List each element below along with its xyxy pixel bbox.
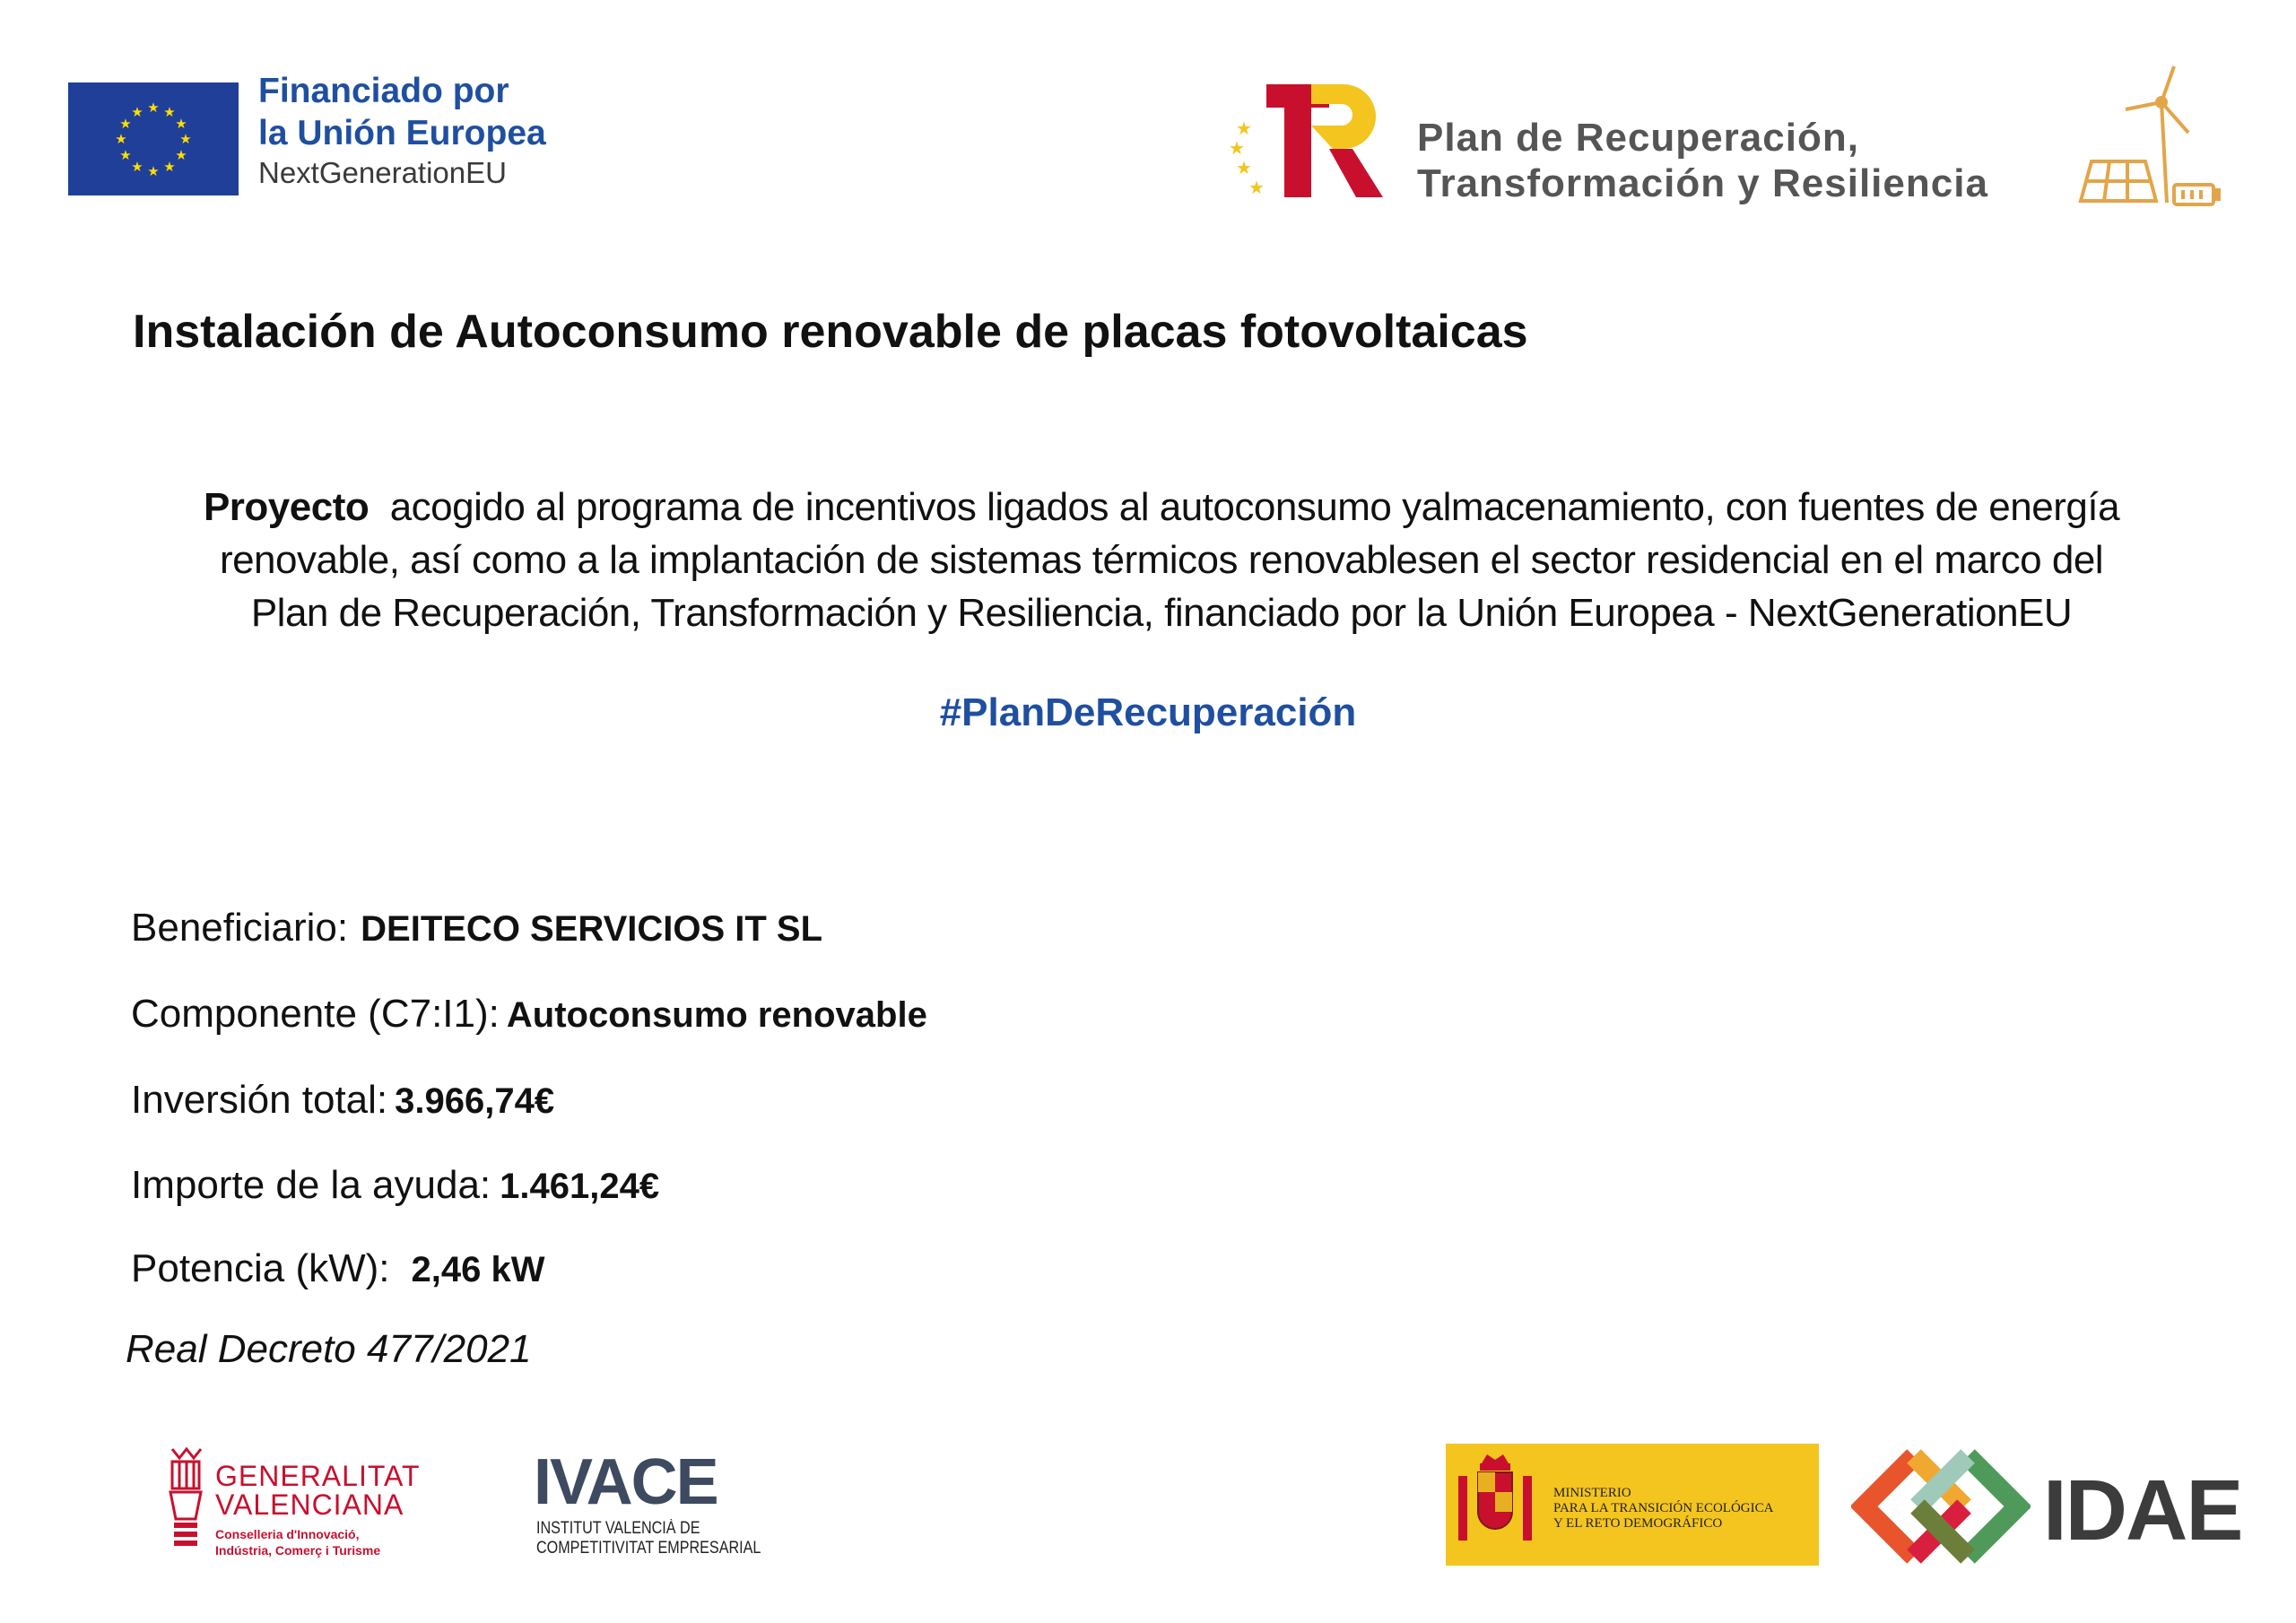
project-line-3: Plan de Recuperación, Transformación y Resiliencia, financiado por la Unión Europea - NextGenerationEU xyxy=(250,591,2073,635)
ivace-line-1: INSTITUT VALENCIÀ DE xyxy=(536,1519,700,1538)
detail-value: Autoconsumo renovable xyxy=(506,995,927,1035)
svg-text:★: ★ xyxy=(1236,117,1252,139)
eu-flag-logo xyxy=(68,82,239,195)
prtr-text xyxy=(1417,115,1988,206)
detail-label: Importe de la ayuda: xyxy=(131,1163,491,1207)
ministerio-line-1: MINISTERIO xyxy=(1553,1486,1631,1500)
detail-inversion xyxy=(131,1078,554,1123)
gva-line-4: Indústria, Comerç i Turisme xyxy=(215,1543,381,1558)
svg-text:★: ★ xyxy=(163,104,176,120)
svg-text:★: ★ xyxy=(147,100,160,116)
detail-componente xyxy=(131,992,927,1037)
eu-funding-text xyxy=(258,74,546,187)
ivace-subtitle xyxy=(536,1519,761,1558)
gva-line-3: Conselleria d'Innovació, xyxy=(215,1527,360,1541)
gva-text xyxy=(215,1462,421,1557)
svg-text:★: ★ xyxy=(1248,177,1265,198)
svg-text:★: ★ xyxy=(1236,157,1252,178)
detail-label: Potencia (kW): xyxy=(131,1246,390,1290)
prtr-line-2: Transformación y Resiliencia xyxy=(1417,161,1988,206)
detail-beneficiario xyxy=(131,906,822,950)
eu-line-2: la Unión Europea xyxy=(258,114,546,152)
idae-emblem-icon xyxy=(1851,1444,2031,1569)
idae-emblem xyxy=(1851,1444,2031,1569)
svg-text:★: ★ xyxy=(115,131,127,147)
svg-text:★: ★ xyxy=(1229,137,1245,159)
detail-value: DEITECO SERVICIOS IT SL xyxy=(361,909,823,949)
detail-label: Componente (C7:I1): xyxy=(131,992,500,1036)
real-decreto: Real Decreto 477/2021 xyxy=(126,1327,532,1371)
eu-line-1: Financiado por xyxy=(258,72,509,110)
detail-potencia xyxy=(131,1246,544,1291)
ivace-line-2: COMPETITIVITAT EMPRESARIAL xyxy=(536,1538,761,1558)
detail-label: Inversión total: xyxy=(131,1078,388,1122)
svg-text:★: ★ xyxy=(175,116,187,132)
svg-text:★: ★ xyxy=(179,131,192,147)
svg-text:★: ★ xyxy=(131,159,144,175)
detail-value: 2,46 kW xyxy=(411,1250,545,1289)
svg-text:★: ★ xyxy=(163,159,176,175)
ministerio-line-2: PARA LA TRANSICIÓN ECOLÓGICA xyxy=(1553,1500,1774,1515)
idae-logo: IDAE xyxy=(2043,1462,2242,1558)
detail-label: Beneficiario: xyxy=(131,906,349,950)
gva-line-2: VALENCIANA xyxy=(215,1488,404,1521)
svg-text:★: ★ xyxy=(131,104,144,120)
detail-importe xyxy=(131,1163,659,1208)
gva-line-1: GENERALITAT xyxy=(215,1460,421,1492)
ivace-logo: IVACE xyxy=(534,1446,718,1518)
ministerio-text xyxy=(1553,1486,1773,1531)
ministerio-line-3: Y EL RETO DEMOGRÁFICO xyxy=(1553,1515,1723,1531)
energy-icon xyxy=(2074,63,2226,212)
svg-text:★: ★ xyxy=(147,163,160,179)
project-line-2: renovable, así como a la implantación de sistemas térmicos renovablesen el sector residencial en el marco del xyxy=(219,538,2104,582)
prtr-logo xyxy=(1229,79,1390,204)
spain-coat-of-arms-icon xyxy=(1446,1444,1544,1566)
project-lead: Proyecto xyxy=(203,485,370,529)
hashtag: #PlanDeRecuperación xyxy=(939,690,1357,734)
svg-text:★: ★ xyxy=(175,147,187,163)
eu-stars-icon xyxy=(68,82,239,195)
project-line-1-text: acogido al programa de incentivos ligados al autoconsumo yalmacenamiento, con fuentes de energía xyxy=(389,485,2120,529)
detail-value: 3.966,74€ xyxy=(395,1081,555,1121)
eu-line-3: NextGenerationEU xyxy=(258,156,507,189)
project-description xyxy=(135,481,2188,639)
gva-emblem-icon xyxy=(163,1444,208,1551)
detail-value: 1.461,24€ xyxy=(500,1167,660,1206)
document-title: Instalación de Autoconsumo renovable de placas fotovoltaicas xyxy=(133,306,1528,358)
svg-text:★: ★ xyxy=(119,116,132,132)
svg-text:★: ★ xyxy=(119,147,132,163)
prtr-line-1: Plan de Recuperación, xyxy=(1417,116,1859,160)
project-line-1 xyxy=(135,481,2188,534)
